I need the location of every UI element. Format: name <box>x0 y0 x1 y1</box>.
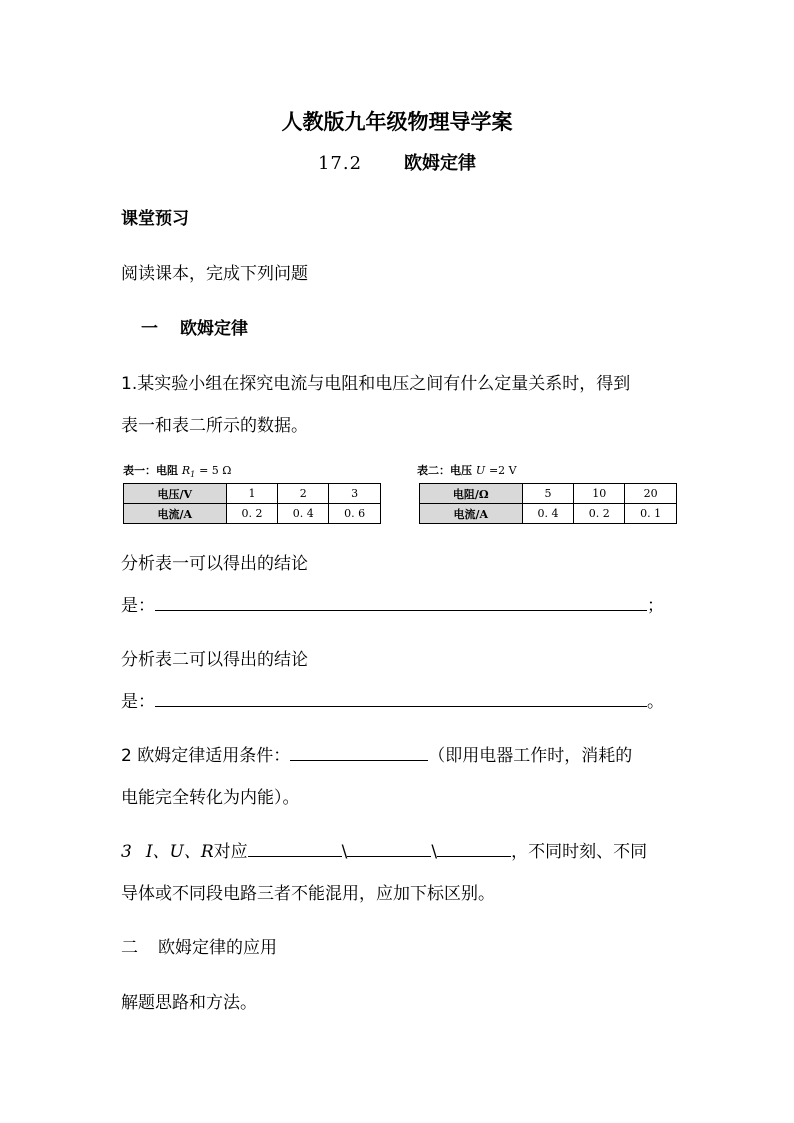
table2-caption <box>417 462 517 478</box>
analysis2-end: 。 <box>647 692 664 712</box>
part2-method: 解题思路和方法。 <box>121 993 257 1013</box>
analysis2-answer <box>121 687 664 712</box>
q3-text: 对应 <box>213 842 248 862</box>
table2-caption-var: U <box>475 464 486 477</box>
table-row <box>420 504 677 524</box>
q1-line1: 1.某实验小组在探究电流与电阻和电压之间有什么定量关系时，得到 <box>121 374 631 394</box>
table-cell: 电流/A <box>420 504 523 524</box>
q3-vars: I、U、R <box>145 842 214 862</box>
q2-line2: 电能完全转化为内能）。 <box>121 788 300 808</box>
preview-instruction: 阅读课本，完成下列问题 <box>121 264 308 284</box>
table-cell: 1 <box>226 484 278 504</box>
table-row <box>124 484 381 504</box>
table-cell: 0. 6 <box>329 504 381 524</box>
table1 <box>123 483 381 524</box>
analysis1-answer <box>121 591 664 616</box>
table-cell: 电压/V <box>124 484 227 504</box>
table1-caption-var: $R_1$ <box>181 464 196 480</box>
part1-heading-text: 欧姆定律 <box>180 319 248 339</box>
q3-line2: 导体或不同段电路三者不能混用，应加下标区别。 <box>121 884 495 904</box>
table-cell: 10 <box>574 484 625 504</box>
q3-line1 <box>121 837 647 862</box>
q3-sep-2: \ <box>431 842 438 862</box>
q2-prefix: 2 欧姆定律适用条件： <box>121 746 291 766</box>
table1-caption-value: = 5 Ω <box>199 464 232 477</box>
analysis2-blank[interactable] <box>155 690 647 707</box>
table-cell: 0. 4 <box>522 504 574 524</box>
table-cell: 0. 1 <box>625 504 677 524</box>
part2-heading-mark: 二 <box>121 938 138 958</box>
part1-heading-mark: 一 <box>141 319 158 339</box>
analysis1-end: ； <box>647 596 664 616</box>
section-number: 17.2 <box>317 153 363 174</box>
table-row <box>124 504 381 524</box>
analysis2-prefix: 是： <box>121 692 155 712</box>
analysis2-line1: 分析表二可以得出的结论 <box>121 650 308 670</box>
q1-line2: 表一和表二所示的数据。 <box>121 416 308 436</box>
q2-blank[interactable] <box>290 744 428 761</box>
table2 <box>419 483 677 524</box>
table-cell: 0. 2 <box>574 504 625 524</box>
q3-blank-1[interactable] <box>248 840 342 857</box>
analysis1-prefix: 是： <box>121 596 155 616</box>
page-title: 人教版九年级物理导学案 <box>281 109 513 134</box>
q3-sep-1: \ <box>341 842 348 862</box>
table-cell: 20 <box>625 484 677 504</box>
part1-heading <box>141 314 248 339</box>
table-cell: 0. 2 <box>226 504 278 524</box>
q3-number: 3 <box>121 842 132 862</box>
table1-caption-label: 表一：电阻 <box>123 464 178 477</box>
table2-caption-label: 表二：电压 <box>417 464 472 477</box>
q2-line1 <box>121 741 632 766</box>
section-title <box>0 149 794 175</box>
part2-heading-text: 欧姆定律的应用 <box>158 938 277 958</box>
table-cell: 电流/A <box>124 504 227 524</box>
part2-heading <box>121 933 277 958</box>
table-cell: 0. 4 <box>278 504 329 524</box>
table-cell: 3 <box>329 484 381 504</box>
q3-blank-2[interactable] <box>347 840 431 857</box>
preview-heading: 课堂预习 <box>121 209 189 229</box>
table1-caption <box>123 462 231 479</box>
q3-blank-3[interactable] <box>437 840 511 857</box>
table2-caption-value: =2 V <box>488 464 517 477</box>
table-cell: 2 <box>278 484 329 504</box>
table-row <box>420 484 677 504</box>
table-cell: 电阻/Ω <box>420 484 523 504</box>
q3-suffix: ，不同时刻、不同 <box>511 842 648 862</box>
table-cell: 5 <box>522 484 574 504</box>
analysis1-blank[interactable] <box>155 594 647 611</box>
q2-suffix: （即用电器工作时，消耗的 <box>428 746 633 766</box>
section-name: 欧姆定律 <box>404 153 477 174</box>
analysis1-line1: 分析表一可以得出的结论 <box>121 554 308 574</box>
